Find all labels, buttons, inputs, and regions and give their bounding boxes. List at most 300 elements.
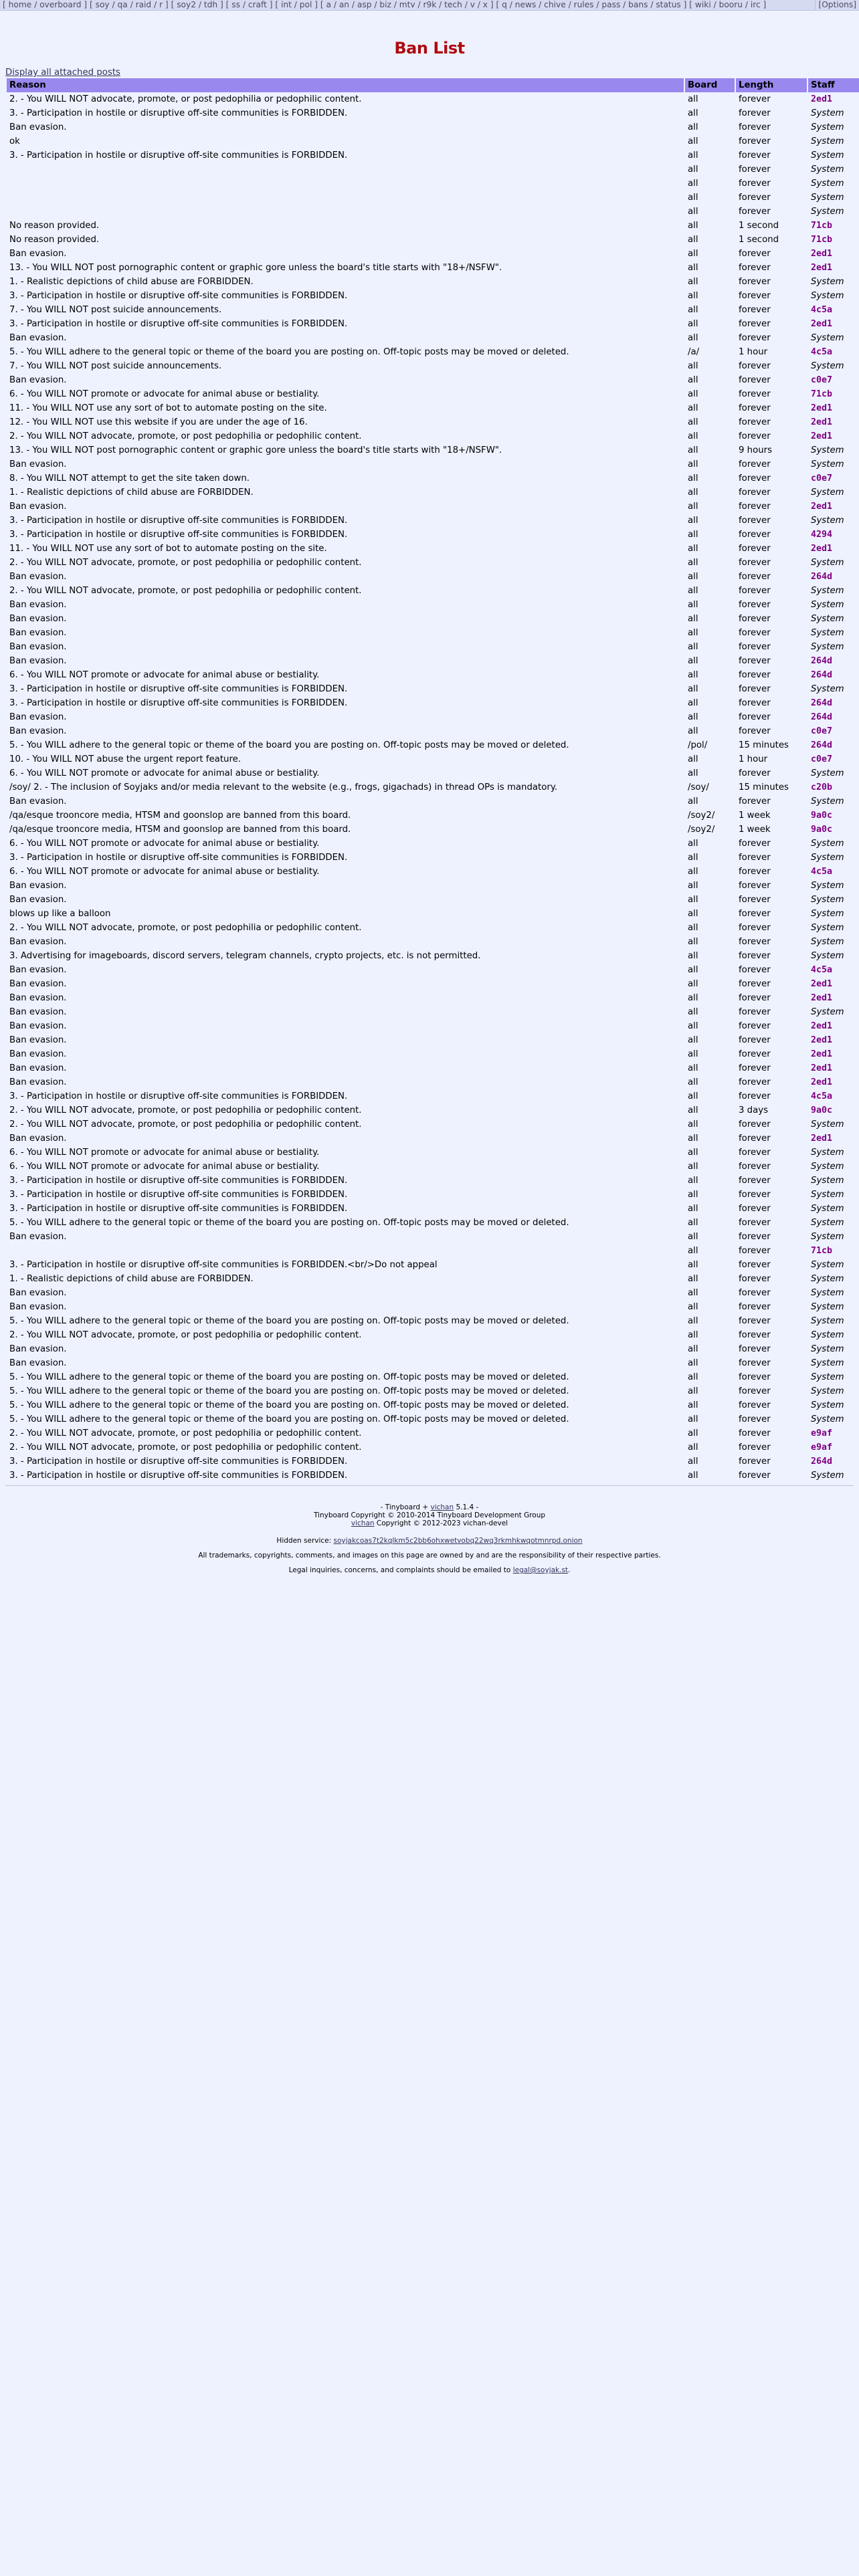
ban-staff[interactable]: System bbox=[811, 516, 844, 526]
ban-staff[interactable]: 264d bbox=[811, 740, 833, 750]
ban-staff[interactable]: 264d bbox=[811, 712, 833, 722]
nav-link[interactable]: wiki bbox=[694, 0, 711, 9]
hidden-service-line: Hidden service: soyjakcoas7t2kqlkm5c2bb6ohxwetvobq22wq3rkmhkwqotmnrpd.onion bbox=[276, 1537, 583, 1545]
ban-staff[interactable]: System bbox=[811, 1288, 844, 1298]
ban-board: all bbox=[688, 965, 698, 975]
nav-link[interactable]: a bbox=[326, 0, 331, 9]
nav-group: [ soy2 / tdh ] bbox=[171, 0, 223, 9]
ban-board: all bbox=[688, 361, 698, 371]
ban-row bbox=[7, 1314, 859, 1328]
onion-link[interactable]: soyjakcoas7t2kqlkm5c2bb6ohxwetvobq22wq3rkmhkwqotmnrpd.onion bbox=[333, 1537, 583, 1545]
ban-staff[interactable]: 9a0c bbox=[811, 1105, 833, 1115]
ban-staff[interactable]: System bbox=[811, 277, 844, 287]
ban-row bbox=[7, 598, 859, 612]
ban-staff[interactable]: System bbox=[811, 122, 844, 132]
ban-row bbox=[7, 486, 859, 500]
ban-board: all bbox=[688, 1246, 698, 1256]
ban-row bbox=[7, 1440, 859, 1455]
ban-length: forever bbox=[739, 1372, 771, 1382]
ban-staff[interactable]: System bbox=[811, 1330, 844, 1340]
ban-reason: 2. - You WILL NOT advocate, promote, or post pedophilia or pedophilic content. bbox=[9, 1105, 362, 1115]
ban-length: forever bbox=[739, 277, 771, 287]
ban-reason: 5. - You WILL adhere to the general topic or theme of the board you are posting on. Off-topic posts may be moved or deleted. bbox=[9, 1316, 569, 1326]
ban-board: all bbox=[688, 1344, 698, 1354]
vichan-copyright: vichan Copyright © 2012-2023 vichan-devel bbox=[351, 1519, 508, 1527]
ban-row bbox=[7, 1019, 859, 1033]
ban-staff[interactable]: System bbox=[811, 1372, 844, 1382]
ban-row bbox=[7, 766, 859, 780]
ban-reason: Ban evasion. bbox=[9, 572, 67, 582]
ban-row bbox=[7, 401, 859, 415]
ban-reason: Ban evasion. bbox=[9, 628, 67, 638]
legal-email-link[interactable]: legal@soyjak.st bbox=[512, 1566, 569, 1574]
ban-reason: 3. - Participation in hostile or disruptive off-site communities is FORBIDDEN. bbox=[9, 698, 348, 708]
ban-row bbox=[7, 120, 859, 134]
ban-staff[interactable]: c0e7 bbox=[811, 754, 833, 764]
ban-reason: Ban evasion. bbox=[9, 122, 67, 132]
nav-link[interactable]: home bbox=[8, 0, 32, 9]
ban-row bbox=[7, 1244, 859, 1258]
page-title: Ban List bbox=[394, 39, 465, 58]
ban-staff[interactable]: System bbox=[811, 488, 844, 498]
ban-staff[interactable]: System bbox=[811, 136, 844, 146]
ban-length: forever bbox=[739, 1442, 771, 1453]
ban-row bbox=[7, 1258, 859, 1272]
ban-row bbox=[7, 626, 859, 640]
ban-length: forever bbox=[739, 1302, 771, 1312]
ban-board: all bbox=[688, 895, 698, 905]
ban-reason: 6. - You WILL NOT promote or advocate for animal abuse or bestiality. bbox=[9, 1162, 320, 1172]
ban-length: forever bbox=[739, 403, 771, 413]
ban-length: forever bbox=[739, 937, 771, 947]
ban-length: 15 minutes bbox=[739, 740, 789, 750]
ban-row bbox=[7, 191, 859, 205]
ban-length: forever bbox=[739, 1260, 771, 1270]
ban-reason: 2. - You WILL NOT advocate, promote, or post pedophilia or pedophilic content. bbox=[9, 923, 362, 933]
ban-staff[interactable]: 71cb bbox=[811, 1246, 833, 1256]
ban-staff[interactable]: 2ed1 bbox=[811, 431, 833, 441]
ban-staff[interactable]: 264d bbox=[811, 698, 833, 708]
ban-length: forever bbox=[739, 1077, 771, 1087]
ban-row bbox=[7, 640, 859, 654]
ban-staff[interactable]: 4c5a bbox=[811, 867, 833, 877]
ban-board: all bbox=[688, 1442, 698, 1453]
ban-board: all bbox=[688, 1302, 698, 1312]
nav-link[interactable]: x bbox=[482, 0, 488, 9]
ban-board: all bbox=[688, 1049, 698, 1059]
ban-board: all bbox=[688, 108, 698, 118]
ban-staff[interactable]: e9af bbox=[811, 1428, 833, 1438]
ban-staff[interactable]: 264d bbox=[811, 572, 833, 582]
ban-row bbox=[7, 500, 859, 514]
footer bbox=[0, 1503, 859, 1574]
nav-link[interactable]: raid bbox=[135, 0, 152, 9]
ban-row bbox=[7, 514, 859, 528]
ban-staff[interactable]: System bbox=[811, 1302, 844, 1312]
ban-staff[interactable]: System bbox=[811, 1274, 844, 1284]
ban-board: all bbox=[688, 389, 698, 399]
ban-row bbox=[7, 654, 859, 668]
vichan-link-2[interactable]: vichan bbox=[351, 1519, 375, 1527]
ban-staff[interactable]: System bbox=[811, 614, 844, 624]
ban-reason: Ban evasion. bbox=[9, 965, 67, 975]
ban-row bbox=[7, 1047, 859, 1061]
ban-row bbox=[7, 1202, 859, 1216]
nav-link[interactable]: biz bbox=[379, 0, 391, 9]
ban-staff[interactable]: System bbox=[811, 445, 844, 455]
ban-row bbox=[7, 247, 859, 261]
ban-staff[interactable]: System bbox=[811, 628, 844, 638]
ban-row bbox=[7, 879, 859, 893]
ban-board: all bbox=[688, 193, 698, 203]
nav-link[interactable]: booru bbox=[719, 0, 743, 9]
ban-board: all bbox=[688, 1021, 698, 1031]
ban-staff[interactable]: 4c5a bbox=[811, 965, 833, 975]
ban-length: forever bbox=[739, 249, 771, 259]
ban-staff[interactable]: 4c5a bbox=[811, 1091, 833, 1101]
ban-board: all bbox=[688, 979, 698, 989]
ban-staff[interactable]: e9af bbox=[811, 1442, 833, 1453]
ban-staff[interactable]: System bbox=[811, 1400, 844, 1410]
ban-length: forever bbox=[739, 1091, 771, 1101]
ban-length: forever bbox=[739, 1232, 771, 1242]
ban-staff[interactable]: System bbox=[811, 179, 844, 189]
ban-length: forever bbox=[739, 923, 771, 933]
ban-row bbox=[7, 682, 859, 696]
ban-row bbox=[7, 837, 859, 851]
ban-length: 1 hour bbox=[739, 347, 768, 357]
ban-length: forever bbox=[739, 1400, 771, 1410]
ban-staff[interactable]: System bbox=[811, 1218, 844, 1228]
ban-staff[interactable]: 2ed1 bbox=[811, 1077, 833, 1087]
ban-board: all bbox=[688, 656, 698, 666]
nav-link[interactable]: r bbox=[159, 0, 163, 9]
ban-staff[interactable]: System bbox=[811, 684, 844, 694]
ban-staff[interactable]: 2ed1 bbox=[811, 94, 833, 104]
ban-board: all bbox=[688, 628, 698, 638]
ban-staff[interactable]: System bbox=[811, 895, 844, 905]
ban-staff[interactable]: System bbox=[811, 558, 844, 568]
ban-row bbox=[7, 345, 859, 359]
ban-length: forever bbox=[739, 1162, 771, 1172]
ban-staff[interactable]: c20b bbox=[811, 782, 833, 792]
trademark-notice: All trademarks, copyrights, comments, and images on this page are owned by and are the responsibility of their respective parties. bbox=[198, 1551, 661, 1560]
ban-staff[interactable]: System bbox=[811, 1232, 844, 1242]
column-header-reason[interactable]: Reason bbox=[7, 78, 684, 92]
ban-row bbox=[7, 205, 859, 219]
ban-reason: 6. - You WILL NOT promote or advocate for animal abuse or bestiality. bbox=[9, 389, 320, 399]
ban-staff[interactable]: System bbox=[811, 108, 844, 118]
nav-link[interactable]: tech bbox=[444, 0, 462, 9]
nav-link[interactable]: ss bbox=[231, 0, 240, 9]
nav-link[interactable]: mtv bbox=[399, 0, 415, 9]
nav-link[interactable]: tdh bbox=[203, 0, 218, 9]
ban-board: all bbox=[688, 1077, 698, 1087]
nav-link[interactable]: status bbox=[656, 0, 681, 9]
ban-row bbox=[7, 752, 859, 766]
ban-row bbox=[7, 106, 859, 120]
ban-reason: 5. - You WILL adhere to the general topic or theme of the board you are posting on. Off-topic posts may be moved or deleted. bbox=[9, 1386, 569, 1396]
ban-staff[interactable]: 2ed1 bbox=[811, 979, 833, 989]
ban-staff[interactable]: 2ed1 bbox=[811, 502, 833, 512]
ban-reason: /qa/esque trooncore media, HTSM and goonslop are banned from this board. bbox=[9, 811, 351, 821]
ban-board: all bbox=[688, 319, 698, 329]
ban-staff[interactable]: 2ed1 bbox=[811, 1035, 833, 1045]
ban-reason: 10. - You WILL NOT abuse the urgent report feature. bbox=[9, 754, 242, 764]
ban-length: forever bbox=[739, 712, 771, 722]
nav-link[interactable]: rules bbox=[573, 0, 594, 9]
ban-board: all bbox=[688, 1162, 698, 1172]
ban-reason: 2. - You WILL NOT advocate, promote, or post pedophilia or pedophilic content. bbox=[9, 1330, 362, 1340]
ban-reason: 1. - Realistic depictions of child abuse are FORBIDDEN. bbox=[9, 488, 254, 498]
ban-row bbox=[7, 1230, 859, 1244]
nav-link[interactable]: int bbox=[281, 0, 292, 9]
nav-link[interactable]: irc bbox=[750, 0, 761, 9]
ban-board: /pol/ bbox=[688, 740, 708, 750]
display-attached-posts-link[interactable]: Display all attached posts bbox=[5, 68, 120, 78]
vichan-link[interactable]: vichan bbox=[430, 1503, 454, 1511]
ban-length: forever bbox=[739, 1386, 771, 1396]
ban-length: 15 minutes bbox=[739, 782, 789, 792]
ban-row bbox=[7, 457, 859, 471]
ban-staff[interactable]: 2ed1 bbox=[811, 417, 833, 427]
ban-row bbox=[7, 1272, 859, 1286]
ban-board: all bbox=[688, 853, 698, 863]
ban-row bbox=[7, 92, 859, 106]
ban-staff[interactable]: System bbox=[811, 193, 844, 203]
nav-link[interactable]: soy bbox=[95, 0, 110, 9]
ban-reason: Ban evasion. bbox=[9, 1288, 67, 1298]
ban-staff[interactable]: System bbox=[811, 600, 844, 610]
ban-reason: 12. - You WILL NOT use this website if you are under the age of 16. bbox=[9, 417, 308, 427]
ban-board: all bbox=[688, 586, 698, 596]
ban-staff[interactable]: 264d bbox=[811, 670, 833, 680]
ban-reason: 3. - Participation in hostile or disruptive off-site communities is FORBIDDEN. bbox=[9, 1091, 348, 1101]
ban-staff[interactable]: 71cb bbox=[811, 389, 833, 399]
nav-link[interactable]: pass bbox=[601, 0, 621, 9]
ban-staff[interactable]: System bbox=[811, 1260, 844, 1270]
ban-board: all bbox=[688, 417, 698, 427]
ban-reason: Ban evasion. bbox=[9, 726, 67, 736]
ban-reason: 5. - You WILL adhere to the general topic or theme of the board you are posting on. Off-topic posts may be moved or deleted. bbox=[9, 1414, 569, 1424]
ban-board: all bbox=[688, 670, 698, 680]
ban-row bbox=[7, 1160, 859, 1174]
nav-link[interactable]: craft bbox=[248, 0, 267, 9]
ban-staff[interactable]: 264d bbox=[811, 1457, 833, 1467]
ban-staff[interactable]: System bbox=[811, 150, 844, 160]
nav-link[interactable]: news bbox=[514, 0, 537, 9]
ban-row bbox=[7, 570, 859, 584]
ban-row bbox=[7, 1286, 859, 1300]
ban-row bbox=[7, 1398, 859, 1412]
ban-staff[interactable]: System bbox=[811, 1204, 844, 1214]
ban-staff[interactable]: 4294 bbox=[811, 530, 833, 540]
nav-link[interactable]: r9k bbox=[423, 0, 437, 9]
ban-staff[interactable]: 2ed1 bbox=[811, 319, 833, 329]
ban-reason: 2. - You WILL NOT advocate, promote, or post pedophilia or pedophilic content. bbox=[9, 1442, 362, 1453]
ban-board: all bbox=[688, 684, 698, 694]
ban-staff[interactable]: 2ed1 bbox=[811, 403, 833, 413]
nav-link[interactable]: an bbox=[339, 0, 350, 9]
ban-length: forever bbox=[739, 333, 771, 343]
ban-reason: ok bbox=[9, 136, 20, 146]
ban-board: all bbox=[688, 923, 698, 933]
ban-staff[interactable]: System bbox=[811, 881, 844, 891]
ban-staff[interactable]: System bbox=[811, 459, 844, 469]
ban-staff[interactable]: System bbox=[811, 796, 844, 807]
ban-length: 1 hour bbox=[739, 754, 768, 764]
ban-row bbox=[7, 823, 859, 837]
ban-staff[interactable]: System bbox=[811, 1148, 844, 1158]
ban-length: forever bbox=[739, 572, 771, 582]
ban-reason: 6. - You WILL NOT promote or advocate for animal abuse or bestiality. bbox=[9, 839, 320, 849]
column-header-staff[interactable]: Staff bbox=[808, 78, 859, 92]
ban-row bbox=[7, 1342, 859, 1356]
ban-staff[interactable]: System bbox=[811, 333, 844, 343]
nav-link[interactable]: asp bbox=[357, 0, 372, 9]
ban-length: forever bbox=[739, 614, 771, 624]
ban-row bbox=[7, 1412, 859, 1426]
ban-row bbox=[7, 696, 859, 710]
ban-staff[interactable]: System bbox=[811, 1119, 844, 1130]
ban-staff[interactable]: System bbox=[811, 1007, 844, 1017]
ban-board: /soy/ bbox=[688, 782, 709, 792]
ban-row bbox=[7, 275, 859, 289]
ban-staff[interactable]: System bbox=[811, 951, 844, 961]
ban-staff[interactable]: 2ed1 bbox=[811, 249, 833, 259]
ban-reason: 1. - Realistic depictions of child abuse are FORBIDDEN. bbox=[9, 277, 254, 287]
nav-link[interactable]: v bbox=[470, 0, 475, 9]
ban-row bbox=[7, 556, 859, 570]
ban-row bbox=[7, 1132, 859, 1146]
ban-staff[interactable]: 2ed1 bbox=[811, 544, 833, 554]
column-header-length[interactable]: Length bbox=[736, 78, 807, 92]
ban-reason: Ban evasion. bbox=[9, 459, 67, 469]
ban-row bbox=[7, 1216, 859, 1230]
ban-reason: Ban evasion. bbox=[9, 993, 67, 1003]
ban-staff[interactable]: System bbox=[811, 1316, 844, 1326]
column-header-board[interactable]: Board bbox=[685, 78, 735, 92]
ban-staff[interactable]: c0e7 bbox=[811, 473, 833, 484]
ban-board: all bbox=[688, 881, 698, 891]
ban-board: all bbox=[688, 600, 698, 610]
ban-rows bbox=[7, 92, 859, 1483]
ban-row bbox=[7, 949, 859, 963]
ban-staff[interactable]: 9a0c bbox=[811, 825, 833, 835]
ban-row bbox=[7, 443, 859, 457]
options-button[interactable]: [Options] bbox=[815, 0, 859, 10]
ban-staff[interactable]: System bbox=[811, 642, 844, 652]
ban-staff[interactable]: System bbox=[811, 768, 844, 778]
ban-staff[interactable]: System bbox=[811, 909, 844, 919]
ban-row bbox=[7, 1146, 859, 1160]
ban-row bbox=[7, 1089, 859, 1103]
ban-staff[interactable]: 2ed1 bbox=[811, 263, 833, 273]
nav-link[interactable]: overboard bbox=[39, 0, 82, 9]
ban-row bbox=[7, 794, 859, 809]
ban-staff[interactable]: System bbox=[811, 291, 844, 301]
ban-board: all bbox=[688, 1035, 698, 1045]
ban-reason: Ban evasion. bbox=[9, 881, 67, 891]
ban-staff[interactable]: 4c5a bbox=[811, 347, 833, 357]
ban-staff[interactable]: c0e7 bbox=[811, 726, 833, 736]
ban-staff[interactable]: System bbox=[811, 937, 844, 947]
ban-staff[interactable]: System bbox=[811, 1190, 844, 1200]
ban-staff[interactable]: System bbox=[811, 1414, 844, 1424]
ban-staff[interactable]: 2ed1 bbox=[811, 993, 833, 1003]
ban-staff[interactable]: System bbox=[811, 586, 844, 596]
nav-link[interactable]: soy2 bbox=[177, 0, 196, 9]
nav-link[interactable]: bans bbox=[628, 0, 648, 9]
ban-reason: 3. - Participation in hostile or disruptive off-site communities is FORBIDDEN.<br/>Do not appeal bbox=[9, 1260, 438, 1270]
ban-staff[interactable]: System bbox=[811, 207, 844, 217]
nav-link[interactable]: q bbox=[502, 0, 507, 9]
ban-staff[interactable]: System bbox=[811, 165, 844, 175]
nav-link[interactable]: chive bbox=[544, 0, 566, 9]
ban-row bbox=[7, 921, 859, 935]
ban-length: forever bbox=[739, 1274, 771, 1284]
ban-reason: Ban evasion. bbox=[9, 333, 67, 343]
ban-length: forever bbox=[739, 1063, 771, 1073]
ban-staff[interactable]: 71cb bbox=[811, 235, 833, 245]
nav-group: [ a / an / asp / biz / mtv / r9k / tech / v / x ] bbox=[320, 0, 494, 9]
ban-length: forever bbox=[739, 263, 771, 273]
ban-board: all bbox=[688, 1372, 698, 1382]
ban-staff[interactable]: 2ed1 bbox=[811, 1021, 833, 1031]
ban-staff[interactable]: 9a0c bbox=[811, 811, 833, 821]
nav-link[interactable]: qa bbox=[117, 0, 128, 9]
ban-staff[interactable]: 2ed1 bbox=[811, 1049, 833, 1059]
ban-staff[interactable]: 4c5a bbox=[811, 305, 833, 315]
ban-reason: 3. - Participation in hostile or disruptive off-site communities is FORBIDDEN. bbox=[9, 530, 348, 540]
ban-staff[interactable]: 71cb bbox=[811, 221, 833, 231]
ban-board: all bbox=[688, 179, 698, 189]
ban-staff[interactable]: System bbox=[811, 923, 844, 933]
ban-reason: 11. - You WILL NOT use any sort of bot to automate posting on the site. bbox=[9, 544, 327, 554]
ban-board: all bbox=[688, 1457, 698, 1467]
ban-staff[interactable]: System bbox=[811, 361, 844, 371]
ban-length: forever bbox=[739, 122, 771, 132]
ban-row bbox=[7, 1384, 859, 1398]
ban-staff[interactable]: System bbox=[811, 1471, 844, 1481]
ban-length: forever bbox=[739, 600, 771, 610]
ban-staff[interactable]: System bbox=[811, 1162, 844, 1172]
ban-length: 1 week bbox=[739, 825, 771, 835]
ban-board: all bbox=[688, 768, 698, 778]
ban-board: all bbox=[688, 305, 698, 315]
ban-staff[interactable]: System bbox=[811, 839, 844, 849]
ban-row bbox=[7, 1356, 859, 1370]
ban-staff[interactable]: System bbox=[811, 853, 844, 863]
ban-staff[interactable]: System bbox=[811, 1386, 844, 1396]
ban-staff[interactable]: System bbox=[811, 1176, 844, 1186]
ban-row bbox=[7, 851, 859, 865]
ban-staff[interactable]: System bbox=[811, 1344, 844, 1354]
ban-staff[interactable]: 264d bbox=[811, 656, 833, 666]
ban-staff[interactable]: System bbox=[811, 1358, 844, 1368]
nav-group: [ q / news / chive / rules / pass / bans / status ] bbox=[496, 0, 687, 9]
ban-staff[interactable]: c0e7 bbox=[811, 375, 833, 385]
ban-length: forever bbox=[739, 431, 771, 441]
ban-row bbox=[7, 724, 859, 738]
ban-staff[interactable]: 2ed1 bbox=[811, 1063, 833, 1073]
ban-board: all bbox=[688, 333, 698, 343]
nav-link[interactable]: pol bbox=[299, 0, 312, 9]
ban-row bbox=[7, 1300, 859, 1314]
ban-staff[interactable]: 2ed1 bbox=[811, 1134, 833, 1144]
ban-length: forever bbox=[739, 1218, 771, 1228]
ban-row bbox=[7, 261, 859, 275]
